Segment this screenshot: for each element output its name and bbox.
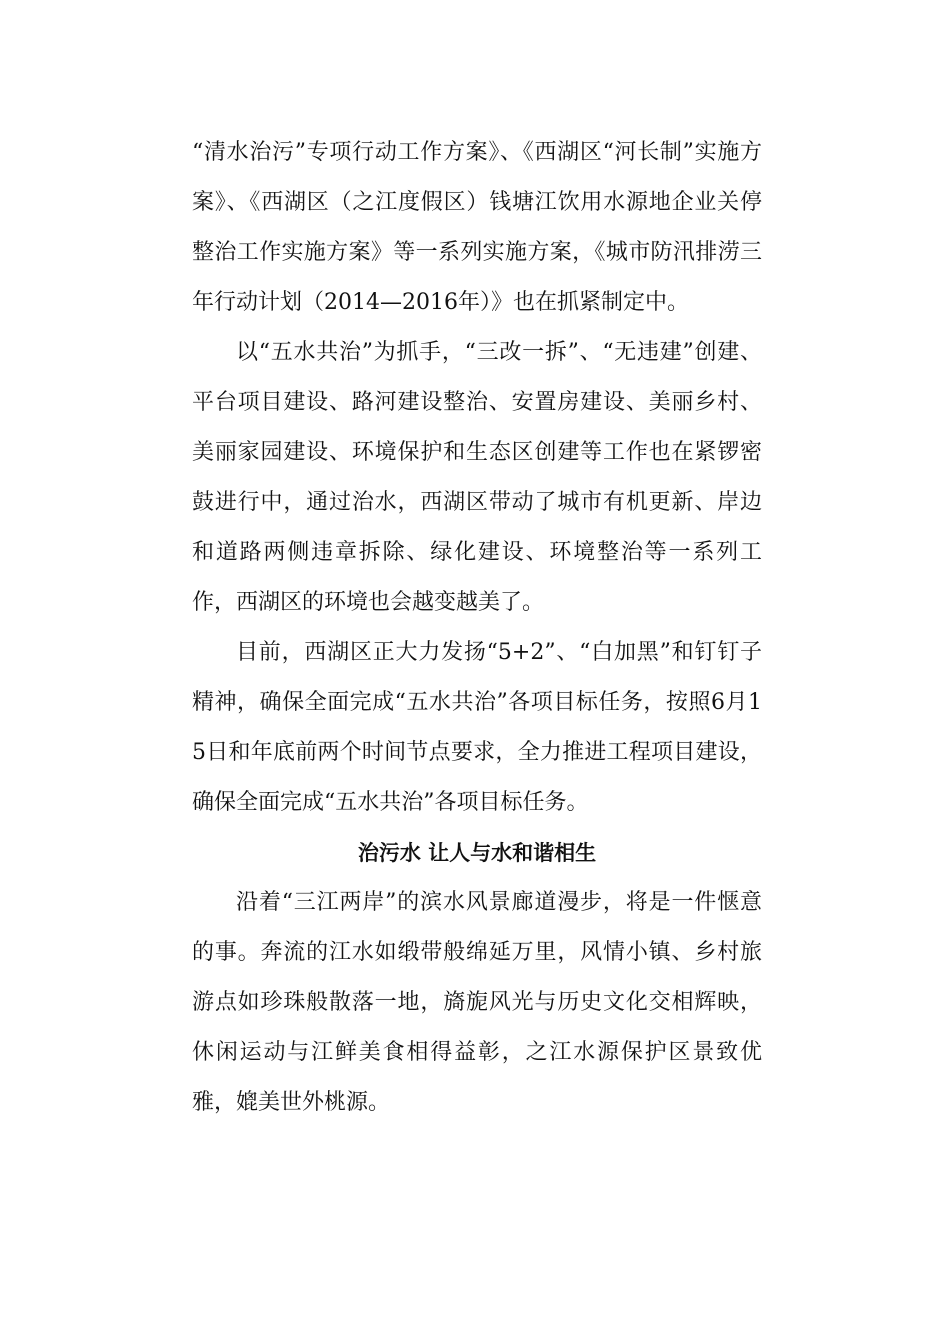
section-heading: 治污水 让人与水和谐相生 [357,841,597,865]
document-body [192,128,762,1128]
paragraph-riverside-scenery: 沿着“三江两岸”的滨水风景廊道漫步，将是一件惬意的事。奔流的江水如缎带般绵延万里，风情小镇、乡村旅游点如珍珠般散落一地，旖旎风光与历史文化交相辉映，休闲运动与江鲜美食相得益彰，之江水源保护区景致优雅，媲美世外桃源。 [192,890,762,1115]
paragraph-current-progress: 目前，西湖区正大力发扬“5+2”、“白加黑”和钉钉子精神，确保全面完成“五水共治”各项目标任务，按照6月15日和年底前两个时间节点要求，全力推进工程项目建设，确保全面完成“五水共治”各项目标任务。 [192,640,762,815]
paragraph-plans-continued: “清水治污”专项行动工作方案》、《西湖区“河长制”实施方案》、《西湖区（之江度假区）钱塘江饮用水源地企业关停整治工作实施方案》等一系列实施方案，《城市防汛排涝三年行动计划（2014—2016年）》也在抓紧制定中。 [192,140,762,315]
paragraph-five-water-governance: 以“五水共治”为抓手，“三改一拆”、“无违建”创建、平台项目建设、路河建设整治、安置房建设、美丽乡村、美丽家园建设、环境保护和生态区创建等工作也在紧锣密鼓进行中，通过治水，西湖区带动了城市有机更新、岸边和道路两侧违章拆除、绿化建设、环境整治等一系列工作，西湖区的环境也会越变越美了。 [192,340,762,615]
